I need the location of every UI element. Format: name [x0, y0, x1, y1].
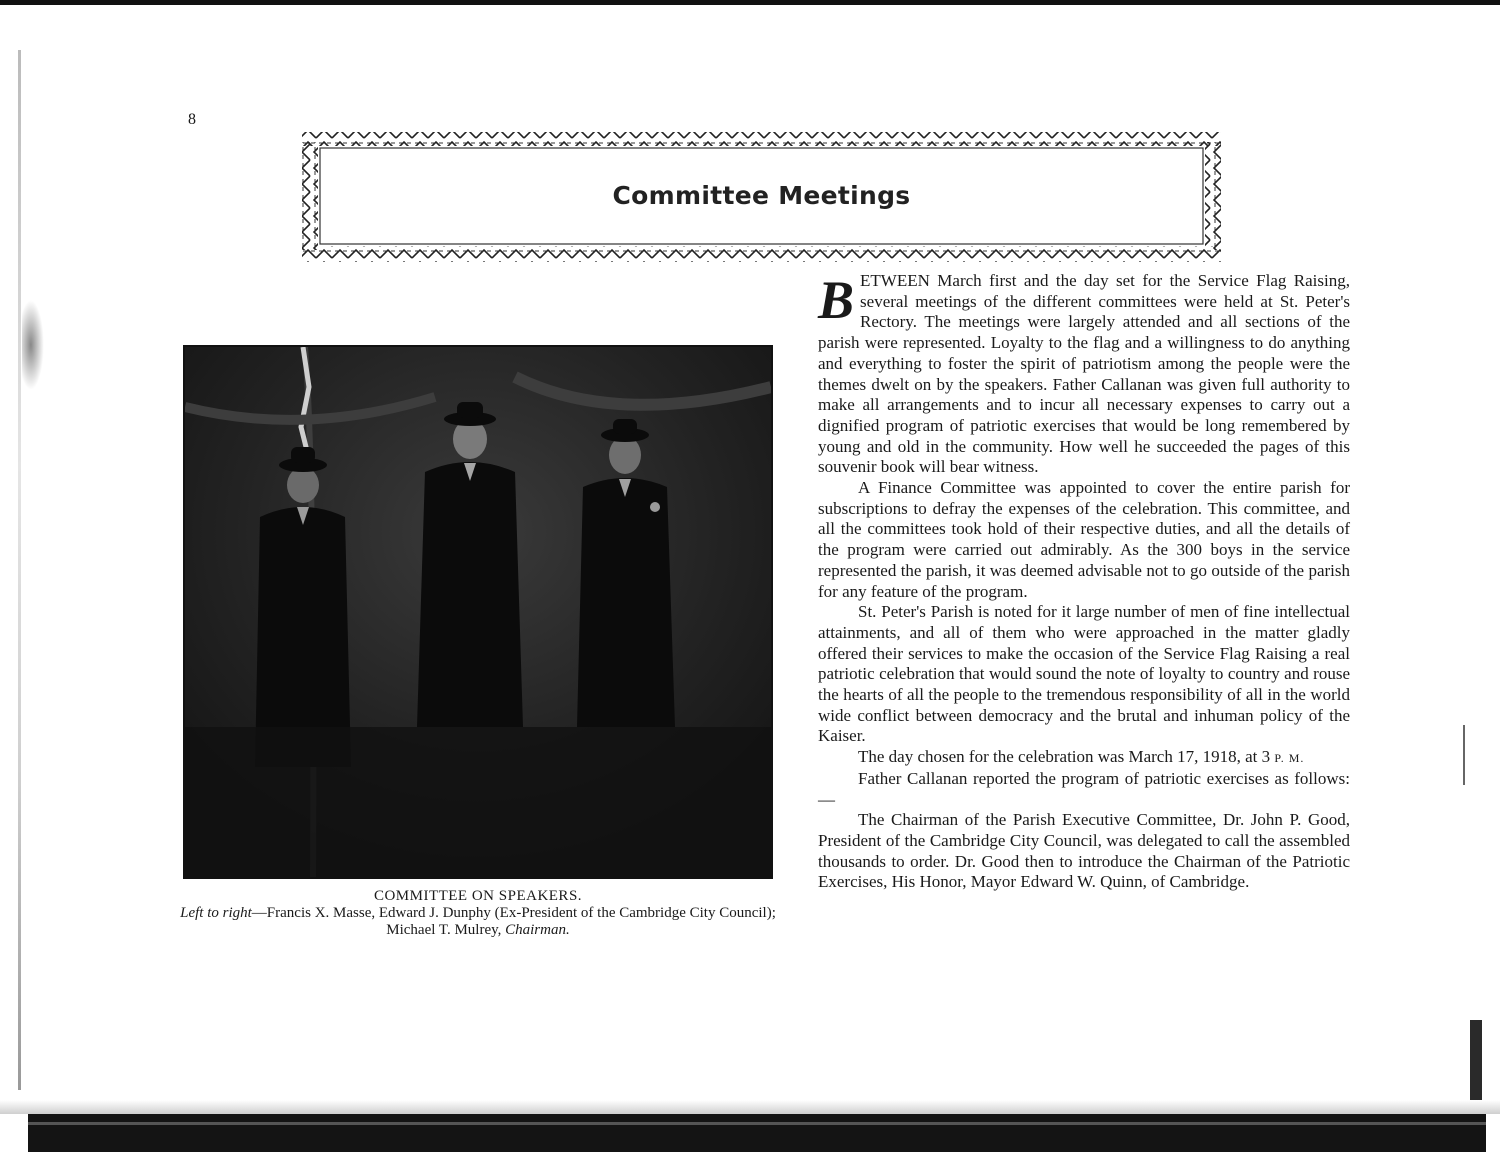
paragraph-1 [818, 271, 1350, 478]
paragraph-3: St. Peter's Parish is noted for it large number of men of fine intellectual attainments, and all of them who were approached in the matter gladly offered their services to make the occasion of the Service Flag Raising a real patriotic celebration that would sound the note of loyalty to country and rouse the hearts of all the people to the tremendous responsibility of all in the world wide conflict between democracy and the brutal and inhuman policy of the Kaiser. [818, 602, 1350, 746]
photo-caption [168, 888, 788, 939]
scan-right-mark [1463, 725, 1465, 785]
page-number: 8 [188, 111, 196, 128]
caption-lead: Left to right [180, 905, 252, 921]
paragraph-5: Father Callanan reported the program of patriotic exercises as follows:— [818, 768, 1350, 809]
scan-bottom-band [28, 1114, 1486, 1152]
paragraph-date [818, 747, 1350, 769]
page-title: Committee Meetings [612, 181, 911, 210]
scan-left-blot [22, 300, 44, 390]
caption-role: Chairman. [505, 922, 570, 938]
caption-heading: COMMITTEE ON SPEAKERS. [373, 888, 583, 904]
caption-names: —Francis X. Masse, Edward J. Dunphy (Ex-President of the Cambridge City Council); Michael T. Mulrey, [251, 905, 776, 938]
title-frame [300, 128, 1223, 266]
time-suffix: P. M. [1274, 751, 1305, 766]
committee-photo [183, 345, 773, 879]
paragraph-2: A Finance Committee was appointed to cover the entire parish for subscriptions to defray the expenses of the celebration. This committee, and all the committees took hold of their respective duties, and all the details of the program were carried out admirably. As the 300 boys in the service represented the parish, it was deemed advisable not to go outside of the parish for any feature of the program. [818, 478, 1350, 601]
paragraph-1-text: ETWEEN March first and the day set for the Service Flag Raising, several meetings of the different committees were held at St. Peter's Rectory. The meetings were largely attended and all sections of the parish were represented. Loyalty to the flag and a willingness to do anything and everything to foster the spirit of patriotism among the people were the themes dwelt on by the speakers. Father Callanan was given full authority to make all arrangements and to incur all necessary expenses to carry out a dignified program of patriotic exercises that would be long remembered by young and old in the community. How well he succeeded the pages of this souvenir book will bear witness. [818, 271, 1350, 477]
paragraph-6: The Chairman of the Parish Executive Committee, Dr. John P. Good, President of the Cambridge City Council, was delegated to call the assembled thousands to order. Dr. Good then to introduce the Chairman of the Patriotic Exercises, His Honor, Mayor Edward W. Quinn, of Cambridge. [818, 810, 1350, 892]
drop-cap: B [818, 270, 855, 330]
article-body [818, 271, 1350, 893]
caption-body [168, 905, 788, 939]
scan-top-edge [0, 0, 1500, 5]
date-sentence: The day chosen for the celebration was March 17, 1918, at 3 [858, 747, 1271, 767]
scan-left-streak [18, 50, 21, 1090]
scan-bottom-shadow [0, 1100, 1500, 1114]
